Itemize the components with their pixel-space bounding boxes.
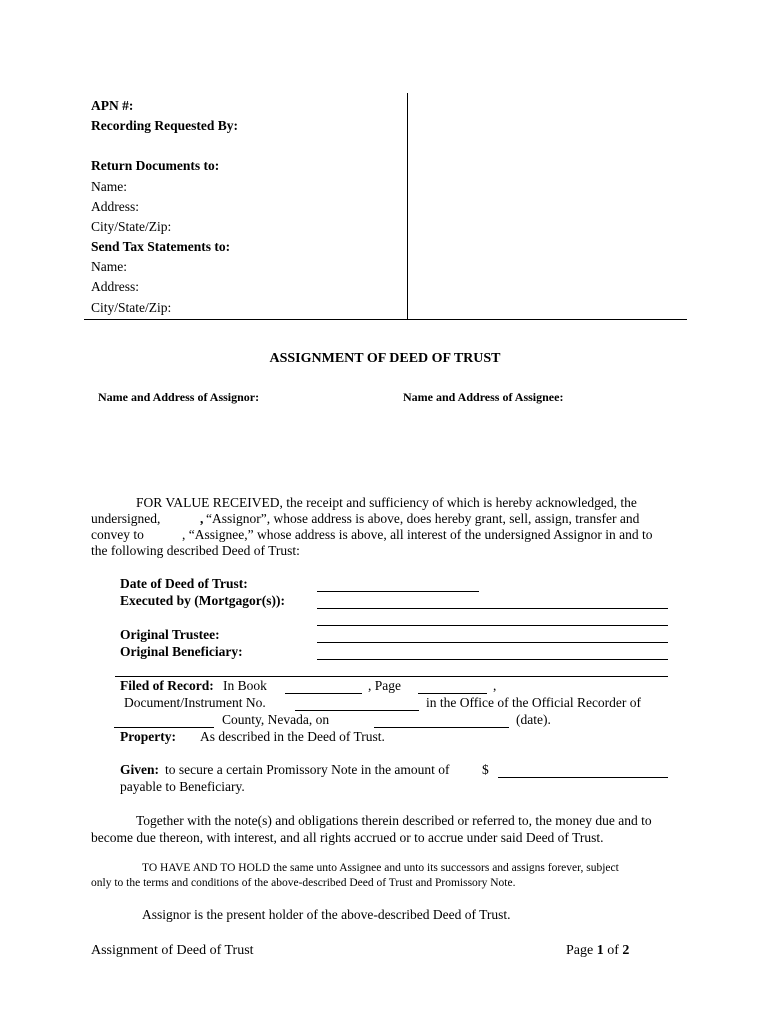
- intro-line-3b: , “Assignee,” whose address is above, all interest of the undersigned Assignor in and to: [182, 527, 653, 542]
- intro-line-4: the following described Deed of Trust:: [91, 543, 300, 558]
- book-blank[interactable]: [285, 693, 362, 694]
- together-line-2: become due thereon, with interest, and all rights accrued or to accrue under said Deed of Trust.: [91, 830, 604, 845]
- intro-line-3a: convey to: [91, 527, 144, 542]
- date-of-deed-blank[interactable]: [317, 591, 479, 592]
- together-line-1: Together with the note(s) and obligations therein described or referred to, the money due and to: [136, 813, 652, 828]
- original-beneficiary-blank[interactable]: [317, 659, 668, 660]
- intro-line-2a: undersigned,: [91, 511, 161, 526]
- of-word: of: [607, 943, 619, 958]
- dollar-sign: $: [482, 762, 489, 777]
- habendum-line-1: TO HAVE AND TO HOLD the same unto Assignee and unto its successors and assigns forever, subject: [142, 862, 619, 874]
- tax-address-label: Address:: [91, 279, 139, 294]
- executed-by-label: Executed by (Mortgagor(s)):: [120, 593, 285, 608]
- given-line-2: payable to Beneficiary.: [120, 779, 245, 794]
- executed-by-blank-2[interactable]: [317, 625, 668, 626]
- footer-title: Assignment of Deed of Trust: [91, 943, 254, 958]
- return-address-label: Address:: [91, 199, 139, 214]
- page-word: Page: [566, 943, 594, 958]
- doc-no-blank[interactable]: [295, 710, 419, 711]
- original-trustee-label: Original Trustee:: [120, 627, 220, 642]
- return-city-label: City/State/Zip:: [91, 219, 172, 234]
- page-comma: ,: [493, 678, 497, 693]
- page-label: , Page: [368, 678, 401, 693]
- original-trustee-blank[interactable]: [317, 642, 668, 643]
- recording-date-blank[interactable]: [374, 727, 509, 728]
- given-label: Given:: [120, 762, 159, 777]
- intro-line-2b: “Assignor”, whose address is above, does hereby grant, sell, assign, transfer and: [206, 511, 640, 526]
- county-text: County, Nevada, on: [222, 712, 330, 727]
- office-text: in the Office of the Official Recorder of: [426, 695, 642, 710]
- holder-statement: Assignor is the present holder of the above-described Deed of Trust.: [142, 907, 511, 922]
- original-beneficiary-label: Original Beneficiary:: [120, 644, 243, 659]
- tax-city-label: City/State/Zip:: [91, 300, 172, 315]
- return-documents-label: Return Documents to:: [91, 158, 220, 173]
- page-blank[interactable]: [418, 693, 487, 694]
- assignee-heading: Name and Address of Assignee:: [403, 390, 564, 404]
- return-name-label: Name:: [91, 179, 127, 194]
- date-of-deed-label: Date of Deed of Trust:: [120, 576, 248, 591]
- recording-requested-label: Recording Requested By:: [91, 118, 238, 133]
- tax-name-label: Name:: [91, 259, 127, 274]
- intro-line-1: FOR VALUE RECEIVED, the receipt and sufficiency of which is hereby acknowledged, the: [136, 495, 637, 510]
- amount-blank[interactable]: [498, 777, 668, 778]
- header-divider-horizontal: [84, 319, 687, 320]
- page-number: [566, 943, 629, 959]
- total-pages: 2: [622, 943, 630, 958]
- assignor-heading: Name and Address of Assignor:: [98, 390, 260, 404]
- in-book-label: In Book: [223, 678, 267, 693]
- given-text: to secure a certain Promissory Note in the amount of: [165, 762, 450, 777]
- tax-statements-label: Send Tax Statements to:: [91, 239, 231, 254]
- date-text: (date).: [516, 712, 551, 727]
- document-title: ASSIGNMENT OF DEED OF TRUST: [269, 351, 501, 366]
- habendum-line-2: only to the terms and conditions of the above-described Deed of Trust and Promissory Note.: [91, 877, 516, 889]
- county-blank[interactable]: [114, 727, 214, 728]
- fields-divider: [115, 676, 668, 677]
- doc-no-label: Document/Instrument No.: [124, 695, 266, 710]
- executed-by-blank-1[interactable]: [317, 608, 668, 609]
- header-divider-vertical: [407, 93, 408, 320]
- property-label: Property:: [120, 729, 176, 744]
- current-page: 1: [596, 943, 604, 958]
- property-text: As described in the Deed of Trust.: [200, 729, 385, 744]
- apn-label: APN #:: [91, 98, 134, 113]
- filed-label: Filed of Record:: [120, 678, 214, 693]
- intro-line-2-comma: ,: [200, 511, 204, 526]
